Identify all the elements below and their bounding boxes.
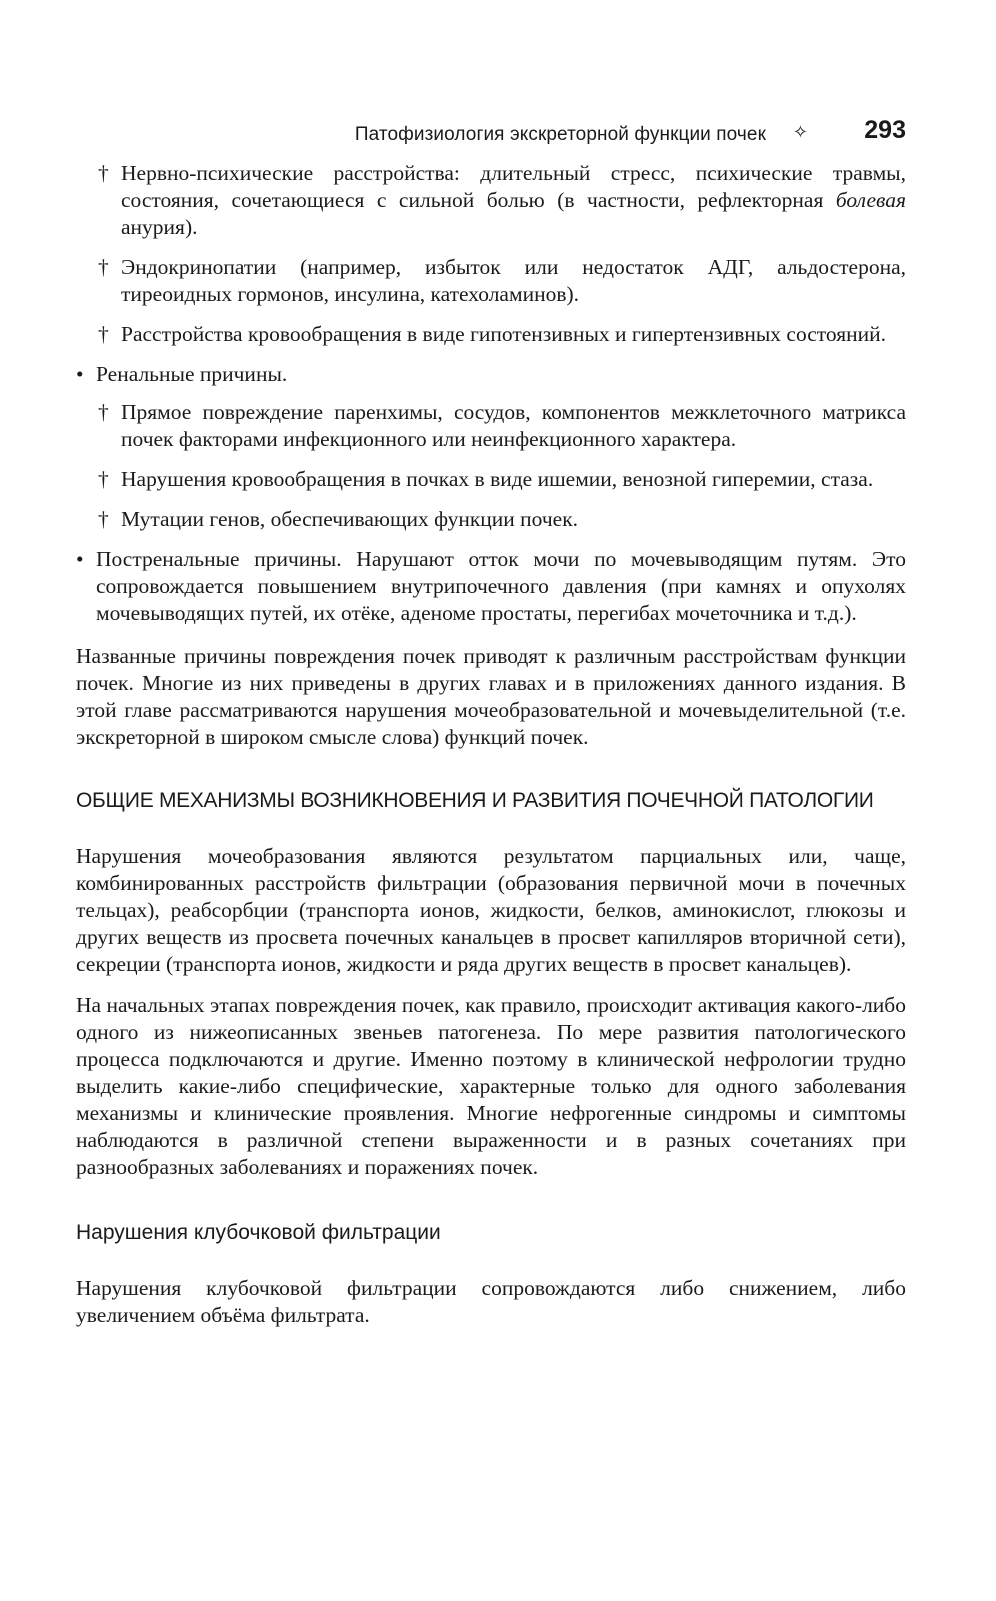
page-number: 293	[864, 116, 906, 144]
dagger-icon: †	[98, 322, 109, 346]
list-item-emphasis: болевая	[835, 188, 906, 212]
list-item-text: Эндокринопатии (например, избыток или недостаток АДГ, альдостерона, тиреоидных гормонов, инсулина, катехоламинов).	[121, 255, 906, 306]
bullet-icon: •	[76, 547, 84, 571]
list-item-text: Нервно-психические расстройства: длительный стресс, психические травмы, состояния, сочетающиеся с сильной болью (в частности, рефлекторная	[121, 161, 906, 212]
list-item-text-end: анурия).	[121, 215, 198, 239]
running-title: Патофизиология экскреторной функции почек	[354, 124, 766, 145]
list-item	[76, 506, 906, 533]
dagger-icon: †	[98, 255, 109, 279]
bullet-item-postrenal	[76, 546, 906, 627]
paragraph-glomerular-filtration: Нарушения клубочковой фильтрации сопровождаются либо снижением, либо увеличением объёма фильтрата.	[76, 1276, 906, 1327]
list-item	[76, 254, 906, 308]
paragraph-pathogenesis: На начальных этапах повреждения почек, как правило, происходит активация какого-либо одного из нижеописанных звеньев патогенеза. По мере развития патологического процесса подключаются и другие. Именно поэтому в клинической нефрологии трудно выделить какие-либо специфические, характерные только для одного заболевания механизмы и клинические проявления. Многие нефрогенные синдромы и симптомы наблюдаются в различной степени выраженности и в разных сочетаниях при разнообразных заболеваниях и поражениях почек.	[76, 993, 906, 1179]
bullet-icon: •	[76, 362, 84, 386]
page-body	[76, 160, 906, 1329]
list-item-text: Прямое повреждение паренхимы, сосудов, компонентов межклеточного матрикса почек факторами инфекционного или неинфекционного характера.	[121, 400, 906, 451]
list-item	[76, 321, 906, 348]
list-item-text: Мутации генов, обеспечивающих функции почек.	[121, 507, 579, 531]
list-item-text: Нарушения кровообращения в почках в виде ишемии, венозной гиперемии, стаза.	[121, 467, 874, 491]
dagger-icon: †	[98, 507, 109, 531]
paragraph-causes: Названные причины повреждения почек приводят к различным расстройствам функции почек. Многие из них приведены в других главах и в приложениях данного издания. В этой главе рассматриваются нарушения мочеобразовательной и мочевыделительной (т.е. экскреторной в широком смысле слова) функций почек.	[76, 644, 906, 749]
subsection-heading: Нарушения клубочковой фильтрации	[76, 1221, 441, 1244]
page	[76, 110, 906, 1329]
running-header	[76, 110, 906, 150]
list-item-text: Расстройства кровообращения в виде гипотензивных и гипертензивных состояний.	[121, 322, 887, 346]
diamond-icon: ✧	[792, 122, 808, 142]
list-item	[76, 399, 906, 453]
bullet-item-renal	[76, 361, 906, 388]
dagger-icon: †	[98, 467, 109, 491]
bullet-text: Ренальные причины.	[96, 362, 288, 386]
dagger-icon: †	[98, 400, 109, 424]
section-heading: ОБЩИЕ МЕХАНИЗМЫ ВОЗНИКНОВЕНИЯ И РАЗВИТИЯ ПОЧЕЧНОЙ ПАТОЛОГИИ	[76, 789, 874, 812]
paragraph-urine-formation: Нарушения мочеобразования являются результатом парциальных или, чаще, комбинированных расстройств фильтрации (образования первичной мочи в почечных тельцах), реабсорбции (транспорта ионов, жидкости, белков, аминокислот, глюкозы и других веществ из просвета почечных канальцев в просвет капилляров вторичной сети), секреции (транспорта ионов, жидкости и ряда других веществ в просвет канальцев).	[76, 844, 906, 976]
dagger-icon: †	[98, 161, 109, 185]
list-item	[76, 466, 906, 493]
list-item	[76, 160, 906, 241]
bullet-text: Постренальные причины. Нарушают отток мочи по мочевыводящим путям. Это сопровождается повышением внутрипочечного давления (при камнях и опухолях мочевыводящих путей, их отёке, аденоме простаты, перегибах мочеточника и т.д.).	[96, 547, 906, 625]
